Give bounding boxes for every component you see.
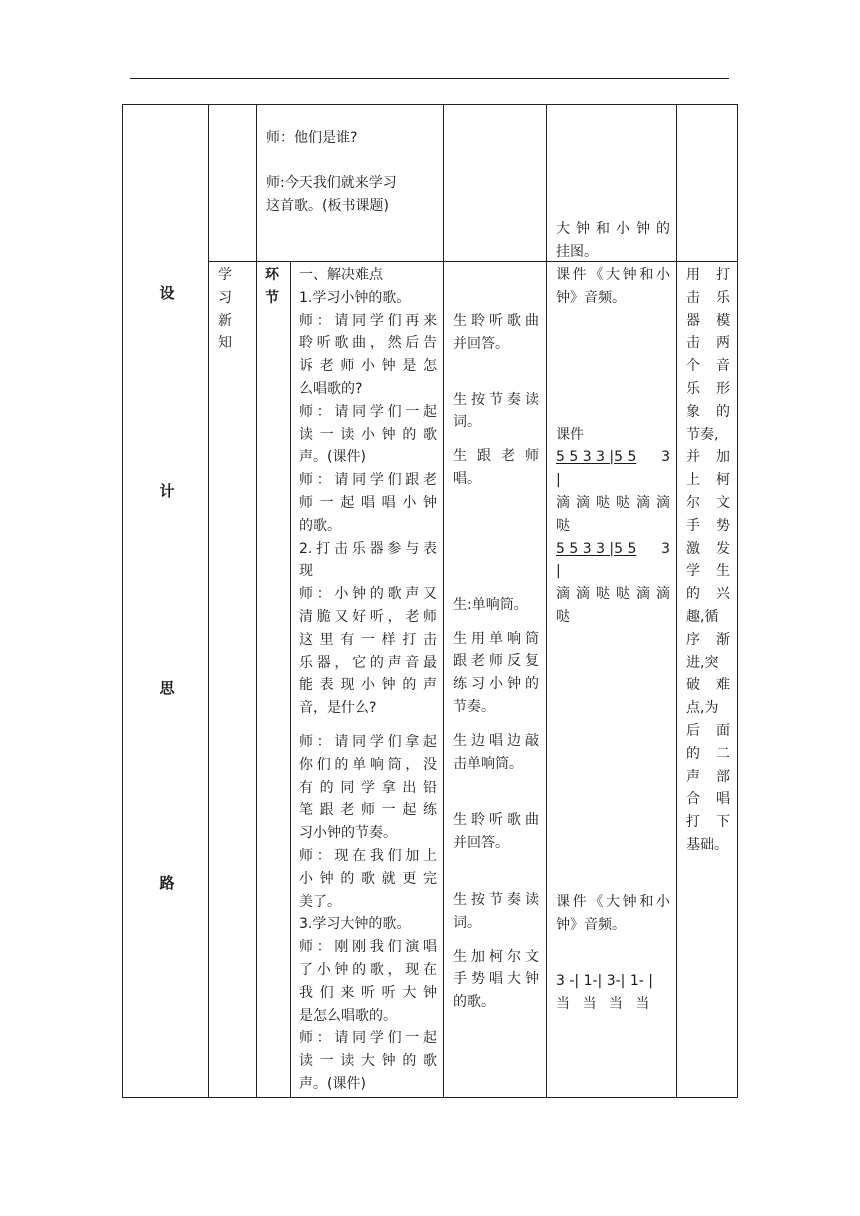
intent-line: 声 部 (686, 768, 730, 785)
student-line: 跟老师反复 (453, 653, 539, 670)
intent-line: 乐 形 (686, 380, 730, 397)
teacher-line: 师:今天我们就来学习 (266, 174, 397, 191)
intent-line: 学 生 (686, 563, 730, 580)
student-line: 生聆听歌曲 (453, 812, 539, 829)
teacher-line: 我们来听听大钟 (299, 984, 437, 1001)
media-line: 钟》音频。 (556, 289, 626, 306)
rhythm-barline: | (556, 563, 561, 580)
intent-line: 激 发 (686, 540, 730, 557)
student-line: 词。 (453, 914, 481, 931)
teacher-line: 习小钟的节奏。 (299, 825, 397, 842)
table-right-border (737, 104, 738, 1097)
col-divider-2 (256, 104, 257, 1097)
student-line: 的歌。 (453, 994, 495, 1011)
teacher-activity-cell (299, 264, 437, 1096)
teacher-line: 清脆又好听，老师 (299, 608, 437, 625)
stage-char: 知 (218, 335, 232, 352)
intent-line: 基础。 (686, 836, 728, 853)
intent-cell (686, 264, 730, 857)
big-bell-rhythm: 3 -| 1-| 3-| 1- | (556, 973, 653, 990)
intent-line: 象 的 (686, 403, 730, 420)
teacher-line: 师：请同学们拿起 (299, 733, 437, 750)
teacher-line: 2.打击乐器参与表 (299, 540, 437, 557)
intent-line: 的 兴 (686, 586, 730, 603)
teacher-line: 声。(课件) (299, 1075, 366, 1092)
teacher-line: 这首歌。(板书课题) (266, 197, 389, 214)
rhythm-line-2 (556, 538, 670, 561)
col-divider-1 (208, 104, 209, 1097)
side-label-char: 思 (159, 679, 175, 697)
student-line: 并回答。 (453, 835, 509, 852)
teacher-line: 师一起唱唱小钟 (299, 494, 437, 511)
teacher-line: 现 (299, 563, 313, 580)
lyric-line: 哒 (556, 517, 570, 534)
teacher-line: 3.学习大钟的歌。 (299, 916, 411, 933)
teacher-line: 的歌。 (299, 517, 341, 534)
teacher-line: 聆听歌曲，然后告 (299, 335, 437, 352)
teacher-line: 音，是什么? (299, 700, 377, 717)
student-line: 唱。 (453, 470, 481, 487)
teacher-line: 小钟的歌就更完 (299, 870, 437, 887)
teacher-line: 笔跟老师一起练 (299, 802, 437, 819)
table-top-border (122, 104, 738, 105)
lyric-line: 滴滴哒哒滴滴 (556, 586, 670, 603)
student-line: 击单响筒。 (453, 755, 523, 772)
teacher-line: 师：刚刚我们演唱 (299, 939, 437, 956)
step-cell (265, 264, 285, 310)
rhythm-notes: 5 5 3 3 |5 5 (556, 449, 637, 466)
teacher-line: 乐器，它的声音最 (299, 654, 437, 671)
intent-line: 点,为 (686, 700, 719, 717)
intent-line: 破 难 (686, 677, 730, 694)
intent-line: 序 渐 (686, 631, 730, 648)
table-bottom-border (122, 1097, 738, 1098)
media-line: 大钟和小钟的 (556, 221, 670, 237)
teacher-line: 这里有一样打击 (299, 631, 437, 648)
intent-line: 并 加 (686, 449, 730, 466)
media-cell (556, 264, 670, 1016)
intent-line: 器 模 (686, 312, 730, 329)
teacher-line: 师：小钟的歌声又 (299, 586, 437, 603)
teacher-line: 师：现在我们加上 (299, 847, 437, 864)
teacher-line: 声。(课件) (299, 449, 366, 466)
intent-line: 手 势 (686, 517, 730, 534)
rhythm-barline: | (556, 472, 561, 489)
stage-char: 新 (218, 312, 232, 329)
teacher-line: 有的同学拿出铅 (299, 779, 437, 796)
teacher-line: 是怎么唱歌的。 (299, 1007, 397, 1024)
intent-line: 上 柯 (686, 472, 730, 489)
col-divider-6 (676, 104, 677, 1097)
top-teacher-cell (266, 127, 436, 217)
media-line: 挂图。 (556, 243, 598, 260)
rhythm-notes: 5 5 3 3 |5 5 (556, 540, 637, 557)
student-line: 生边唱边敲 (453, 732, 539, 749)
student-line: 节奏。 (453, 698, 495, 715)
teacher-line: 师：请同学们再来 (299, 312, 437, 329)
lyric-line: 滴滴哒哒滴滴 (556, 494, 670, 511)
student-line: 词。 (453, 414, 481, 431)
rhythm-end-note: 3 (661, 449, 670, 466)
student-line: 生聆听歌曲 (453, 313, 539, 329)
teacher-line: 读一读小钟的歌 (299, 426, 437, 443)
teacher-line: 能表现小钟的声 (299, 677, 437, 694)
intent-line: 趣,循 (686, 608, 719, 625)
media-line: 课件《大钟和小 (556, 267, 670, 283)
teacher-line: 美了。 (299, 893, 341, 910)
media-line: 课件《大钟和小 (556, 893, 670, 910)
col-divider-4 (443, 104, 444, 1097)
teacher-line: 读一读大钟的歌 (299, 1053, 437, 1070)
stage-char: 习 (218, 289, 232, 306)
student-line: 生按节奏读 (453, 891, 539, 908)
teacher-line: 师：他们是谁? (266, 130, 358, 146)
step-char: 环 (265, 267, 279, 283)
student-line: 生加柯尔文 (453, 948, 539, 965)
side-label-char: 计 (159, 482, 175, 500)
intent-line: 后 面 (686, 722, 730, 739)
media-line: 钟》音频。 (556, 916, 626, 933)
student-line: 练习小钟的 (453, 676, 539, 693)
intent-line: 个 音 (686, 358, 730, 375)
student-line: 生用单响筒 (453, 630, 539, 647)
intent-line: 进,突 (686, 654, 719, 671)
teacher-line: 师：请同学们一起 (299, 403, 437, 420)
intent-line: 击 两 (686, 335, 730, 352)
teacher-line: 了小钟的歌，现在 (299, 961, 437, 978)
intent-line: 击 乐 (686, 289, 730, 306)
teacher-line: 1.学习小钟的歌。 (299, 289, 411, 306)
intent-line: 节奏, (686, 426, 719, 443)
table-left-border (122, 104, 123, 1097)
student-line: 手势唱大钟 (453, 971, 539, 988)
intent-line: 的 二 (686, 745, 730, 762)
student-line: 并回答。 (453, 335, 509, 352)
intent-line: 合 唱 (686, 791, 730, 808)
stage-cell (218, 264, 238, 355)
col-divider-5 (546, 104, 547, 1097)
top-media-cell (556, 218, 670, 264)
lyric-line: 哒 (556, 608, 570, 625)
intent-line: 尔 文 (686, 494, 730, 511)
intent-line: 打 下 (686, 814, 730, 831)
intent-line: 用 打 (686, 267, 730, 283)
teacher-line: 么唱歌的? (299, 380, 363, 397)
col-divider-3 (290, 261, 291, 1097)
big-bell-lyric: 当 当 当 当 (556, 996, 650, 1013)
student-activity-cell (453, 310, 539, 1014)
teacher-line: 你们的单响筒，没 (299, 756, 437, 773)
rhythm-line-1 (556, 446, 670, 469)
teacher-line: 诉老师小钟是怎 (299, 358, 437, 375)
side-label-char: 路 (159, 874, 175, 892)
student-line: 生:单响筒。 (453, 596, 528, 613)
stage-char: 学 (218, 267, 232, 283)
student-line: 生跟老师 (453, 448, 539, 465)
side-label-char: 设 (159, 284, 175, 302)
teacher-line: 师：请同学们一起 (299, 1030, 437, 1047)
teacher-line: 一、解决难点 (299, 267, 383, 283)
step-char: 节 (265, 289, 279, 306)
courseware-label: 课件 (556, 426, 584, 443)
rhythm-end-note: 3 (661, 540, 670, 557)
student-line: 生按节奏读 (453, 391, 539, 408)
teacher-line: 师：请同学们跟老 (299, 472, 437, 489)
